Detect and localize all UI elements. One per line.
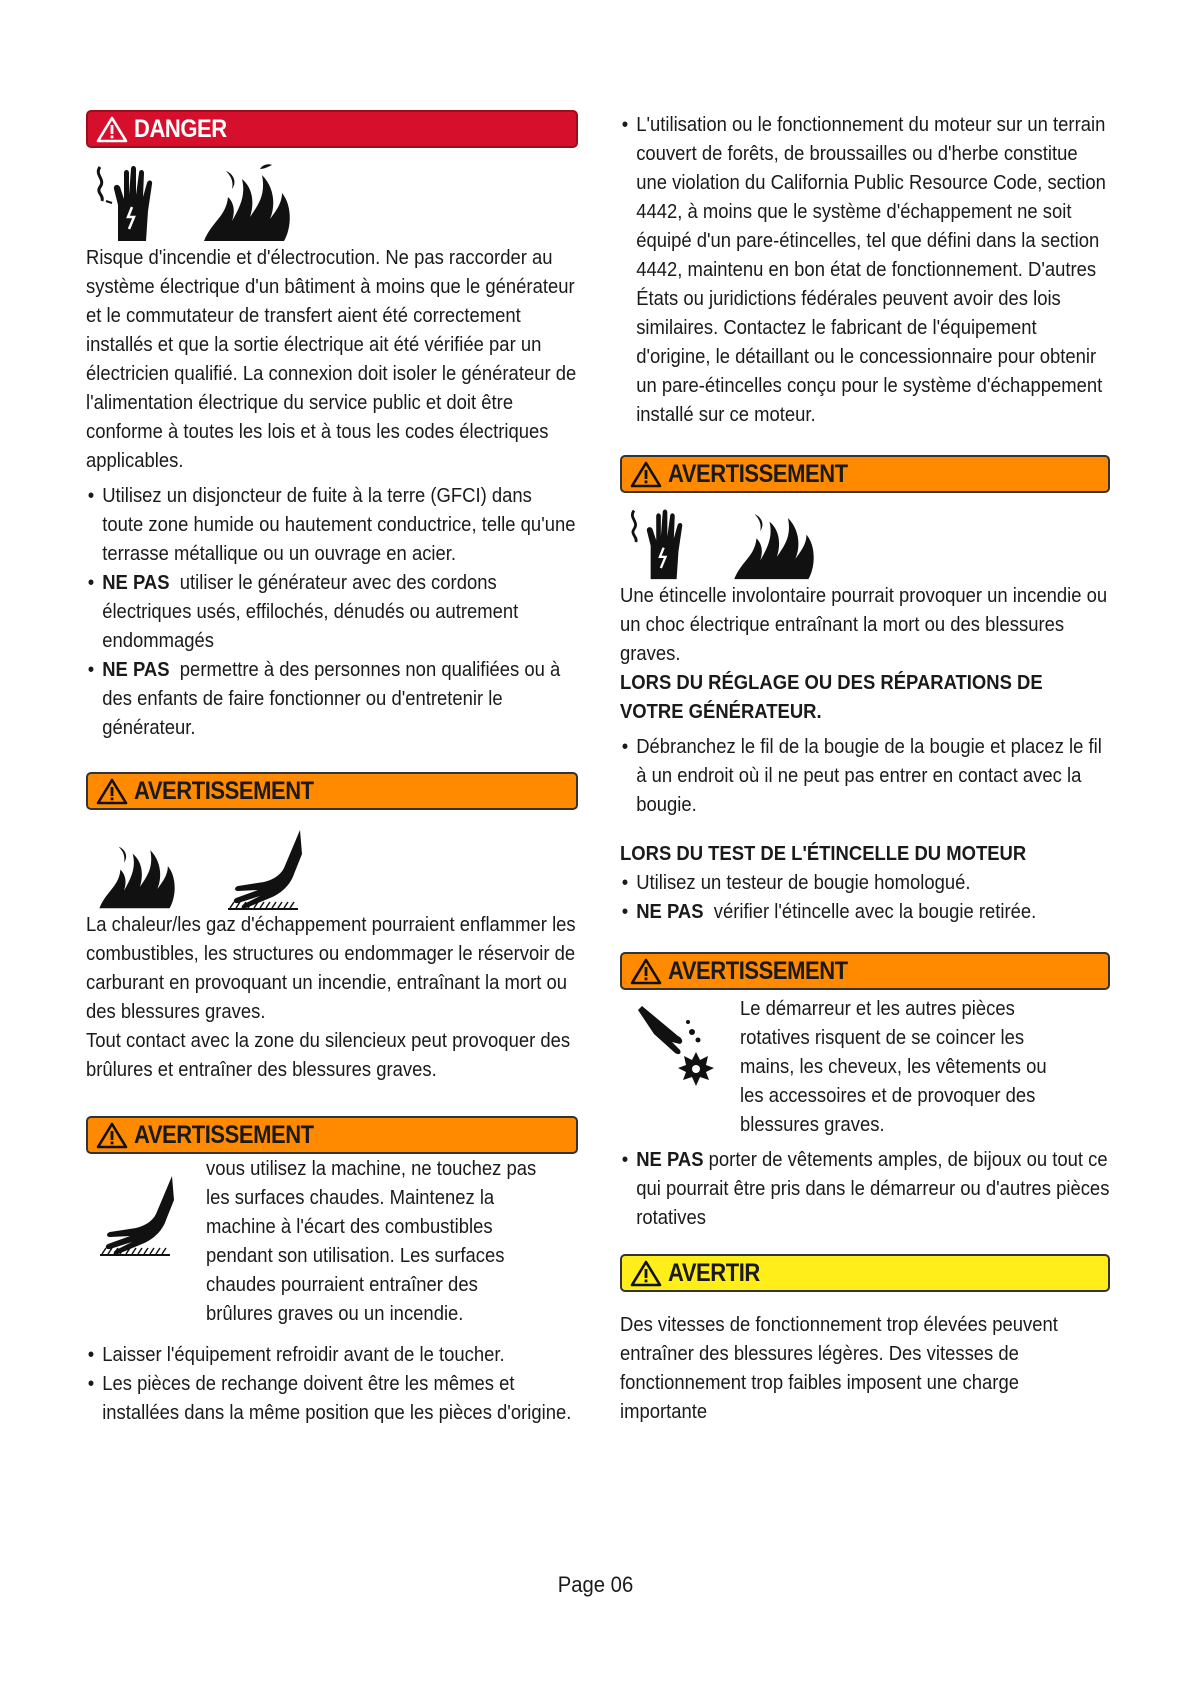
intro-bullets	[620, 110, 1110, 429]
warning4-body	[620, 994, 1110, 1139]
danger-icons	[86, 148, 578, 243]
warning-title: AVERTISSEMENT	[134, 776, 314, 805]
list-item: • L'utilisation ou le fonctionnement du moteur sur un terrain couvert de forêts, de broussailles ou d'herbe constitue une violation du California Public Resource Code, section 4442, à moins que le système d'échappement ne soit équipé d'un pare-étincelles, tel que défini dans la section 4442, maintenu en bon état de fonctionnement. D'autres États ou juridictions fédérales peuvent avoir des lois similaires. Contactez le fabricant de l'équipement d'origine, le détaillant ou le concessionnaire pour obtenir un pare-étincelles conçu pour le système d'échappement installé sur ce moteur.	[620, 110, 1110, 429]
warning4-icon-cell	[620, 994, 740, 1139]
warning4-bullets	[620, 1145, 1110, 1232]
electric-shock-hand-icon	[92, 161, 162, 243]
warning-triangle-icon	[96, 116, 128, 143]
warning-title: AVERTISSEMENT	[668, 459, 848, 488]
warning3-bullets-1	[620, 732, 1110, 819]
warning2-bullets	[86, 1340, 577, 1427]
warning-triangle-icon	[96, 1122, 128, 1149]
hot-surface-hand-icon	[96, 1174, 176, 1256]
warning4-text-cell	[740, 994, 1110, 1139]
warning2-text: vous utilisez la machine, ne touchez pas les surfaces chaudes. Maintenez la machine à l'écart des combustibles pendant son utilisation. Les surfaces chaudes pourraient entraîner des brûlures graves ou un incendie.	[206, 1157, 537, 1325]
warning-triangle-icon	[630, 958, 662, 985]
warning3-heading-2: LORS DU TEST DE L'ÉTINCELLE DU MOTEUR	[620, 842, 1027, 865]
warning2-body	[86, 1154, 578, 1328]
hot-surface-hand-icon	[224, 828, 304, 910]
warning1-text-1: La chaleur/les gaz d'échappement pourraient enflammer les combustibles, les structures ou endommager le réservoir de carburant en provoquant un incendie, entraînant la mort ou des blessures graves.	[86, 913, 576, 1023]
warning2-icon-cell	[86, 1154, 206, 1328]
warning1-icons	[86, 810, 578, 910]
list-item: • Laisser l'équipement refroidir avant de le toucher.	[86, 1340, 577, 1369]
warning-banner-3	[620, 455, 1110, 493]
page-number: Page 06	[557, 1572, 634, 1597]
warning-banner-4	[620, 952, 1110, 990]
list-item: • NE PAS permettre à des personnes non qualifiées ou à des enfants de faire fonctionner ou d'entretenir le générateur.	[86, 655, 577, 742]
fire-icon	[732, 505, 818, 581]
list-item: • Les pièces de rechange doivent être les mêmes et installées dans la même position que les pièces d'origine.	[86, 1369, 577, 1427]
fire-icon	[202, 161, 294, 243]
electric-shock-hand-icon	[626, 505, 692, 581]
warning-triangle-icon	[630, 1260, 662, 1287]
danger-bullets	[86, 481, 577, 742]
warning3-bullets-2	[620, 868, 1110, 926]
list-item: • NE PAS porter de vêtements amples, de bijoux ou tout ce qui pourrait être pris dans le démarreur ou d'autres pièces rotatives	[620, 1145, 1110, 1232]
list-item: • NE PAS vérifier l'étincelle avec la bougie retirée.	[620, 897, 1110, 926]
left-column	[86, 110, 578, 1427]
warning4-text: Le démarreur et les autres pièces rotatives risquent de se coincer les mains, les cheveux, les vêtements ou les accessoires et de provoquer des blessures graves.	[740, 997, 1047, 1136]
warning3-text: Une étincelle involontaire pourrait provoquer un incendie ou un choc électrique entraînant la mort ou des blessures graves.	[620, 584, 1108, 665]
rotating-parts-hand-icon	[634, 1002, 724, 1092]
danger-banner	[86, 110, 578, 148]
danger-title: DANGER	[134, 114, 227, 143]
warning-banner-1	[86, 772, 578, 810]
right-column	[620, 110, 1110, 1426]
warning-triangle-icon	[630, 461, 662, 488]
warning-title: AVERTISSEMENT	[668, 956, 848, 985]
list-item: • Utilisez un testeur de bougie homologué.	[620, 868, 1110, 897]
danger-text: Risque d'incendie et d'électrocution. Ne pas raccorder au système électrique d'un bâtiment à moins que le générateur et le commutateur de transfert aient été correctement installés et que la sortie électrique ait été vérifiée par un électricien qualifié. La connexion doit isoler le générateur de l'alimentation électrique du service public et doit être conforme à toutes les lois et à tous les codes électriques applicables.	[86, 246, 577, 472]
caution-title: AVERTIR	[668, 1258, 760, 1287]
fire-icon	[92, 838, 184, 910]
list-item: • Utilisez un disjoncteur de fuite à la terre (GFCI) dans toute zone humide ou hautement conductrice, telle qu'une terrasse métallique ou un ouvrage en acier.	[86, 481, 577, 568]
caution-text: Des vitesses de fonctionnement trop élevées peuvent entraîner des blessures légères. Des vitesses de fonctionnement trop faibles imposent une charge importante	[620, 1313, 1058, 1423]
list-item: • Débranchez le fil de la bougie de la bougie et placez le fil à un endroit où il ne peut pas entrer en contact avec la bougie.	[620, 732, 1110, 819]
warning-title: AVERTISSEMENT	[134, 1120, 314, 1149]
list-item: • NE PAS utiliser le générateur avec des cordons électriques usés, effilochés, dénudés ou autrement endommagés	[86, 568, 577, 655]
warning2-text-cell	[206, 1154, 578, 1328]
warning1-text-2: Tout contact avec la zone du silencieux peut provoquer des brûlures et entraîner des blessures graves.	[86, 1029, 571, 1081]
caution-banner	[620, 1254, 1110, 1292]
warning3-icons	[620, 493, 1110, 581]
warning-triangle-icon	[96, 778, 128, 805]
warning3-heading-1: LORS DU RÉGLAGE OU DES RÉPARATIONS DE VOTRE GÉNÉRATEUR.	[620, 671, 1043, 723]
warning-banner-2	[86, 1116, 578, 1154]
